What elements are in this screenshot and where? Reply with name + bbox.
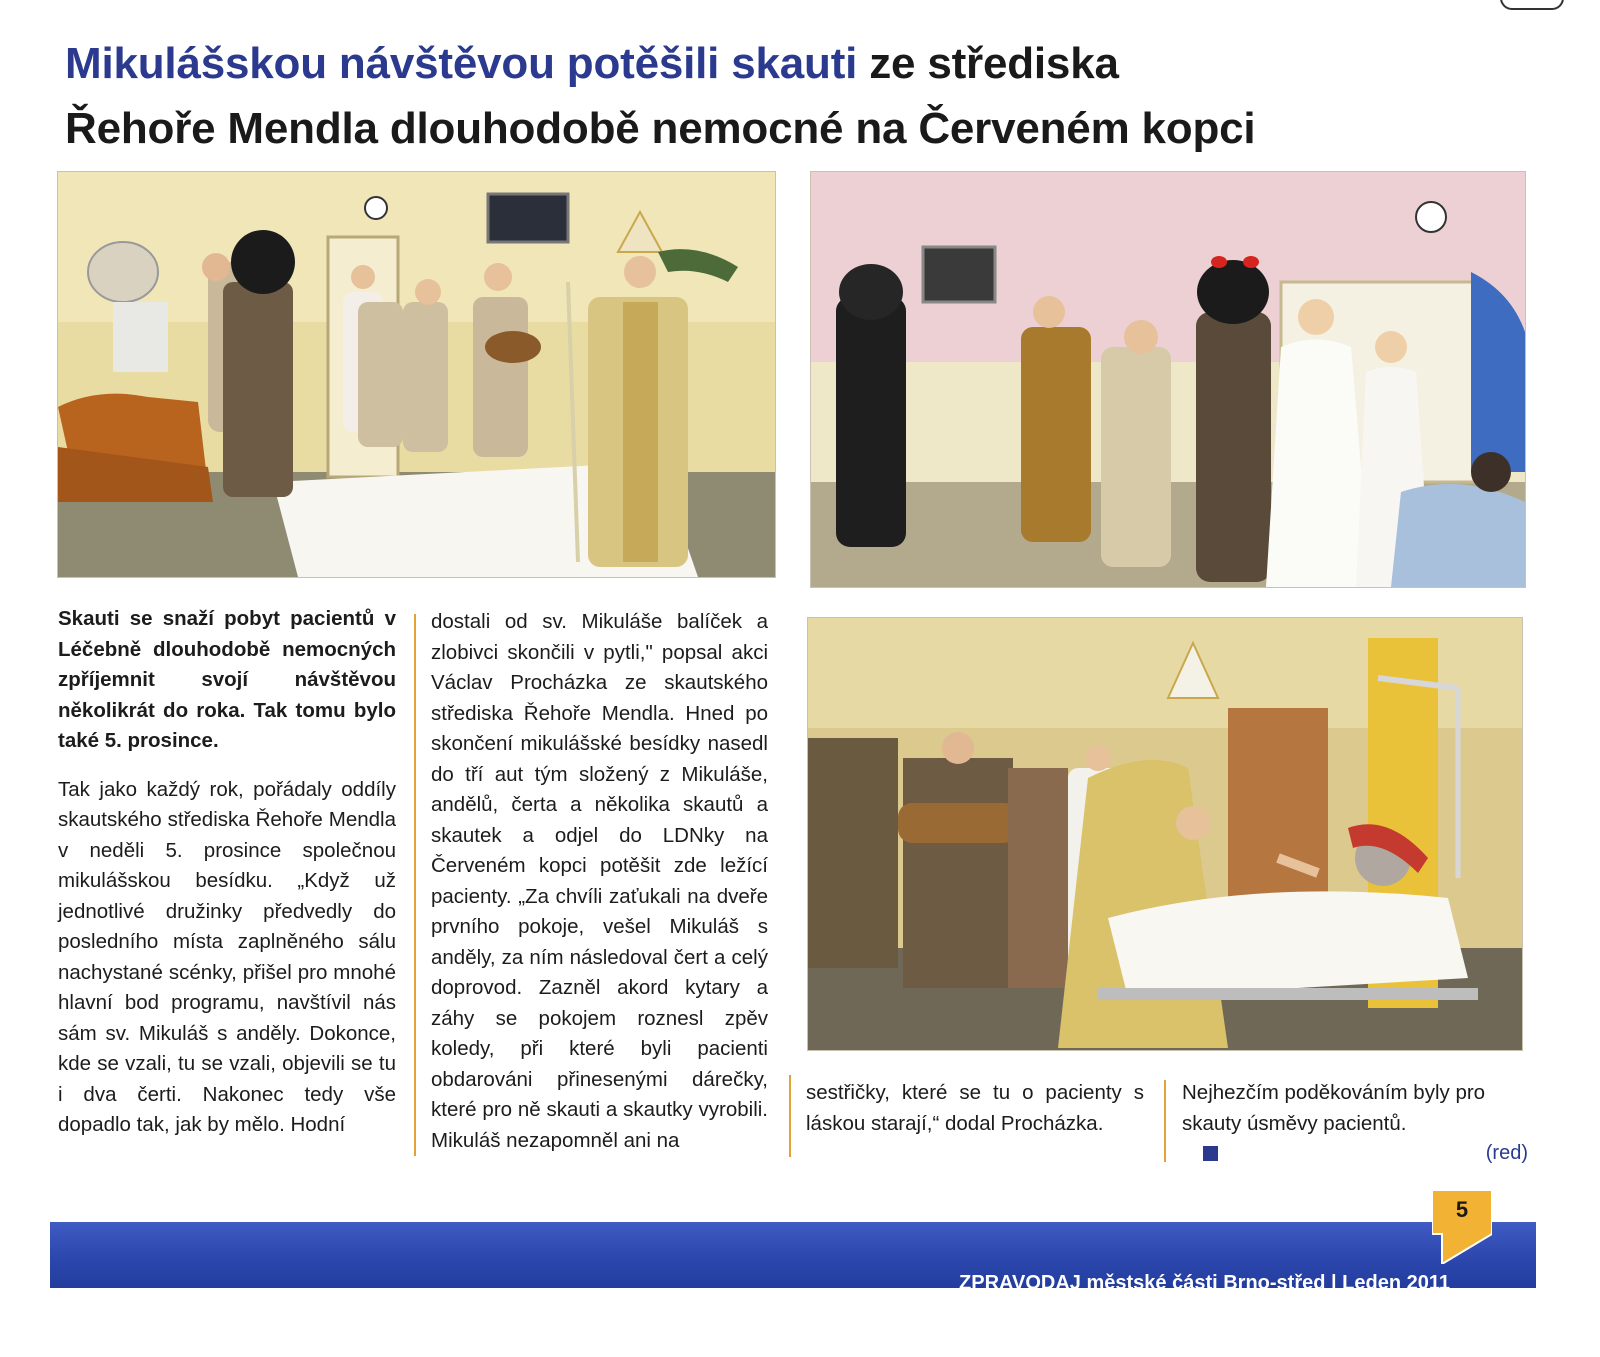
article-lead: Skauti se snaží pobyt pacientů v Léčebně dlouhodobě nemocných zpříjemnit svojí návštěvou několikrát do roka. Tak tomu bylo také 5. prosince.	[58, 607, 396, 752]
page-number: 5	[1455, 1197, 1469, 1222]
text-column-4	[1182, 1078, 1522, 1139]
text-column-3	[806, 1078, 1144, 1139]
article-body-part-4: Nejhezčím poděkováním byly pro skauty úsměvy pacientů.	[1182, 1081, 1486, 1135]
author-credit: (red)	[1485, 1142, 1528, 1164]
photo-scouts-mikulas-room	[58, 172, 775, 577]
article-body-part-1: Tak jako každý rok, pořádaly oddíly skautského střediska Řehoře Mendla v neděli 5. prosince společnou mikulášskou besídku. „Když už jednotlivé družinky předvedly do posledního místa zaplněného sálu nachystané scénky, přišel pro mnohé hlavní bod programu, navštívil nás sám sv. Mikuláš s anděly. Dokonce, kde se vzali, tu se vzali, objevili se tu i dva čerti. Nakonec tedy vše dopadlo tak, jak by mělo. Hodní	[58, 777, 396, 1136]
photo-mikulas-patient-gift	[808, 618, 1522, 1050]
photo-devils-angels-bedside	[811, 172, 1525, 587]
footer-publication-info: ZPRAVODAJ městské části Brno-střed | Leden 2011	[959, 1272, 1450, 1294]
text-column-2	[431, 607, 768, 1156]
column-divider-3	[1164, 1080, 1166, 1162]
article-end-mark-icon	[1203, 1146, 1218, 1161]
scan-edge-mark	[1500, 0, 1564, 10]
article-body-part-3: sestřičky, které se tu o pacienty s láskou starají,“ dodal Procházka.	[806, 1081, 1144, 1135]
headline-rest-part: ze střediska	[869, 39, 1119, 88]
photo-1-illustration	[58, 172, 775, 577]
column-divider-2	[789, 1075, 791, 1157]
headline-line-1	[65, 38, 1119, 90]
headline-blue-part: Mikulášskou návštěvou potěšili skauti	[65, 39, 858, 88]
article-body-part-2: dostali od sv. Mikuláše balíček a zlobivci skončili v pytli," popsal akci Václav Procházka ze skautského střediska Řehoře Mendla. Hned po skončení mikulášské besídky nasedl do tří aut tým složený z Mikuláše, andělů, čerta a několika skautů a skautek a odjel do LDNky na Červeném kopci potěšit zde ležící pacienty. „Za chvíli zaťukali na dveře prvního pokoje, vešel Mikuláš s anděly, za ním následoval čert a celý doprovod. Zazněl akord kytary a záhy se pokojem roznesl zpěv koledy, při které byli pacienti obdarováni přinesenými dárečky, které pro ně skauti a skautky vyrobili. Mikuláš nezapomněl ani na	[431, 610, 768, 1152]
text-column-1	[58, 604, 396, 1141]
column-divider-1	[414, 614, 416, 1156]
headline-line-2: Řehoře Mendla dlouhodobě nemocné na Červeném kopci	[65, 104, 1256, 153]
photo-2-illustration	[811, 172, 1525, 587]
photo-3-illustration	[808, 618, 1522, 1050]
